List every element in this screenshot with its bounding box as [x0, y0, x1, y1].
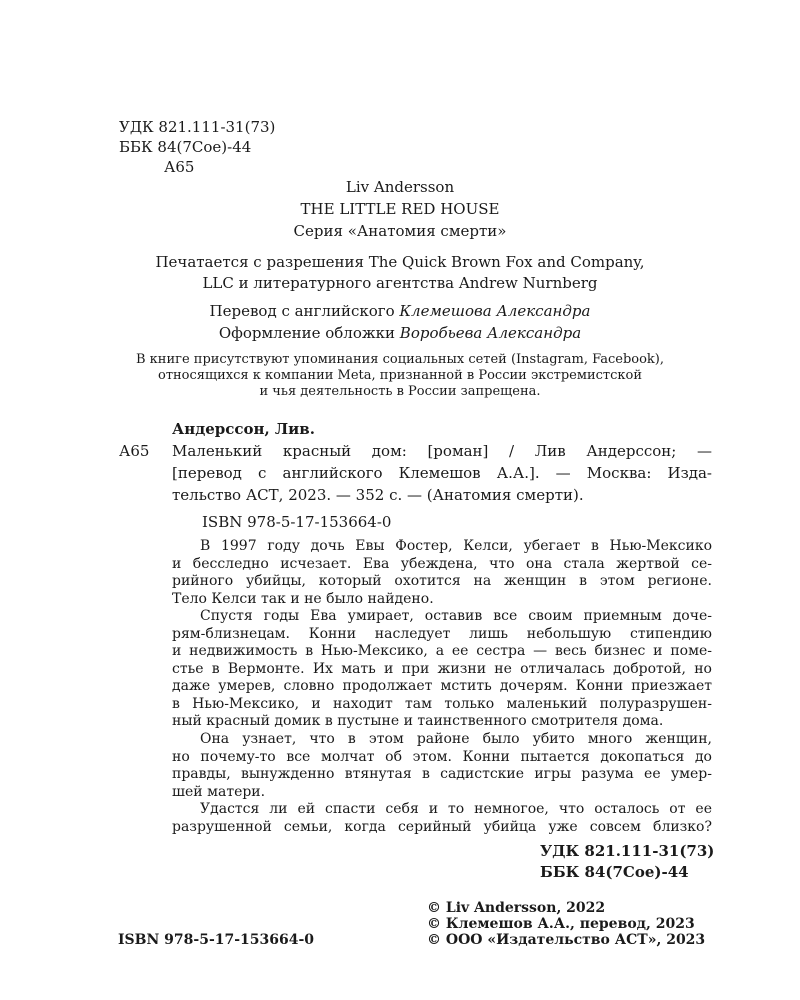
catalog-line-2: [перевод с английского Клемешов А.А.]. — Москва: Изда- — [172, 464, 712, 482]
udk-code: УДК 821.111-31(73) — [119, 118, 276, 136]
bbk-code: ББК 84(7Сое)-44 — [119, 138, 252, 156]
original-author: Liv Andersson — [345, 178, 455, 196]
translation-credit — [0, 301, 800, 321]
annotation-line: правды, вынужденно втянутая в садистские игры разума ее умер- — [172, 766, 712, 782]
annotation-line: В 1997 году дочь Евы Фостер, Келси, убегает в Нью-Мексико — [200, 538, 712, 554]
footer-bbk-code: ББК 84(7Сое)-44 — [540, 863, 689, 881]
cover-designer-name: Воробьева Александра — [399, 324, 582, 342]
annotation-line: даже умерев, словно продолжает мстить дочерям. Конни приезжает — [172, 678, 712, 694]
permission-line-1: Печатается с разрешения The Quick Brown Fox and Company, — [155, 253, 645, 271]
series-name: Серия «Анатомия смерти» — [293, 222, 507, 240]
annotation-line: рям-близнецам. Конни наследует лишь небольшую стипендию — [172, 625, 712, 642]
cover-credit — [0, 323, 800, 343]
annotation-paragraph-2 — [172, 608, 712, 731]
annotation-line: рийного убийцы, который охотится на женщин в этом регионе. — [172, 573, 712, 589]
catalog-mark: А65 — [119, 442, 150, 460]
cover-label: Оформление обложки — [218, 324, 400, 342]
annotation-line: разрушенной семьи, когда серийный убийца уже совсем близко? — [172, 818, 712, 835]
footer-isbn: ISBN 978-5-17-153664-0 — [118, 932, 315, 948]
permission-line-2: LLC и литературного агентства Andrew Nurnberg — [202, 274, 598, 292]
author-mark: А65 — [164, 158, 195, 176]
annotation-line: но почему-то все молчат об этом. Конни пытается докопаться до — [172, 748, 712, 765]
footer-udk-code: УДК 821.111-31(73) — [540, 842, 715, 860]
annotation-line: и недвижимость в Нью-Мексико, а ее сестра — весь бизнес и поме- — [172, 643, 712, 659]
annotation-line: Спустя годы Ева умирает, оставив все своим приемным доче- — [200, 608, 712, 624]
annotation-line: Удастся ли ей спасти себя и то немногое, что осталось от ее — [200, 801, 712, 817]
annotation-paragraph-3 — [172, 731, 712, 801]
annotation-paragraph-4 — [172, 801, 712, 836]
annotation-line: ный красный домик в пустыне и таинственного смотрителя дома. — [172, 713, 664, 729]
catalog-line-1: Маленький красный дом: [роман] / Лив Андерссон; — — [172, 442, 712, 460]
original-title: THE LITTLE RED HOUSE — [300, 200, 500, 218]
catalog-heading: Андерссон, Лив. — [172, 420, 315, 438]
warning-line-1: В книге присутствуют упоминания социальных сетей (Instagram, Facebook), — [136, 352, 664, 367]
annotation-paragraph-1 — [172, 538, 712, 608]
annotation-line: стье в Вермонте. Их мать и при жизни не отличалась добротой, но — [172, 660, 712, 677]
annotation-line: Тело Келси так и не было найдено. — [172, 590, 434, 607]
warning-line-2: относящихся к компании Meta, признанной в России экстремистской — [158, 368, 642, 383]
catalog-isbn: ISBN 978-5-17-153664-0 — [202, 513, 392, 531]
annotation-line: шей матери. — [172, 783, 266, 800]
copyright-author: © Liv Andersson, 2022 — [427, 900, 606, 916]
copyright-publisher: © ООО «Издательство АСТ», 2023 — [427, 932, 706, 948]
catalog-line-3: тельство АСТ, 2023. — 352 с. — (Анатомия смерти). — [172, 486, 584, 504]
warning-line-3: и чья деятельность в России запрещена. — [259, 384, 541, 399]
translation-label: Перевод с английского — [209, 302, 400, 320]
translator-name: Клемешова Александра — [399, 302, 591, 320]
annotation-line: и бесследно исчезает. Ева убеждена, что она стала жертвой се- — [172, 555, 712, 572]
copyright-translator: © Клемешов А.А., перевод, 2023 — [427, 916, 695, 932]
annotation-line: Она узнает, что в этом районе было убито много женщин, — [200, 731, 712, 747]
annotation-line: в Нью-Мексико, и находит там только маленький полуразрушен- — [172, 695, 712, 712]
